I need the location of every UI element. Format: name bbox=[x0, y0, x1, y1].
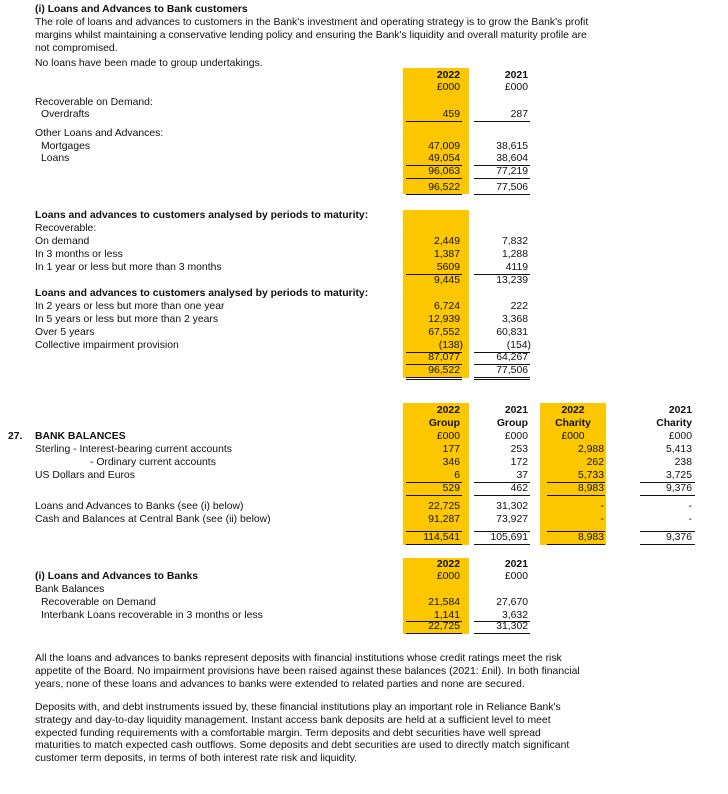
col-header-unit: £000 bbox=[436, 431, 460, 442]
intro-line: margins whilst maintaining a conservative lending policy and ensuring the Bank's liquidity and overall maturity profile are bbox=[35, 30, 587, 41]
value-2021: 3,368 bbox=[501, 314, 528, 325]
value-charity-2021: 3,725 bbox=[665, 470, 692, 481]
rule bbox=[474, 379, 530, 380]
rule bbox=[474, 495, 530, 496]
col-header-unit: £000 bbox=[504, 431, 528, 442]
rule bbox=[474, 544, 530, 545]
col-header-year: 2021 bbox=[668, 405, 692, 416]
value-group-2022: 91,287 bbox=[428, 514, 460, 525]
header-unit-2022: £000 bbox=[436, 571, 460, 582]
rule bbox=[474, 121, 530, 122]
header-unit-2022: £000 bbox=[436, 82, 460, 93]
bank-balances-label: Bank Balances bbox=[35, 584, 105, 595]
mortgages-label: Mortgages bbox=[41, 141, 91, 152]
rule bbox=[547, 544, 605, 545]
total-group-2022: 114,541 bbox=[423, 532, 460, 543]
row-label: Recoverable on Demand bbox=[41, 597, 156, 608]
rule bbox=[406, 544, 462, 545]
row-label: In 3 months or less bbox=[35, 249, 123, 260]
value-charity-2022: - bbox=[600, 514, 604, 525]
section-a-title: (i) Loans and Advances to Bank customers bbox=[35, 4, 248, 15]
subtotal-charity-2021: 9,376 bbox=[665, 483, 692, 494]
maturity-heading-1: Loans and advances to customers analysed by periods to maturity: bbox=[35, 210, 369, 221]
sub2-2021: 64,267 bbox=[496, 352, 528, 363]
subtotal-charity-2022: 8,983 bbox=[577, 483, 604, 494]
mortgages-2022: 47,009 bbox=[428, 141, 460, 152]
header-year-2021: 2021 bbox=[504, 70, 528, 81]
rule bbox=[406, 633, 462, 634]
value-2022: 1,141 bbox=[433, 610, 460, 621]
value-2022: 6,724 bbox=[433, 301, 460, 312]
section-number: 27. bbox=[8, 431, 23, 442]
value-group-2021: 37 bbox=[516, 470, 528, 481]
sub1-2021: 13,239 bbox=[496, 275, 528, 286]
value-2021: 7,832 bbox=[501, 236, 528, 247]
value-2022: 67,552 bbox=[428, 327, 460, 338]
loans-label: Loans bbox=[41, 153, 70, 164]
col-header-year: 2021 bbox=[504, 405, 528, 416]
value-group-2022: 6 bbox=[454, 470, 460, 481]
value-charity-2021: 5,413 bbox=[665, 444, 692, 455]
header-year-2021: 2021 bbox=[504, 559, 528, 570]
rule bbox=[406, 379, 462, 380]
subtotal-2022: 96,063 bbox=[428, 166, 460, 177]
value-charity-2021: 238 bbox=[674, 457, 692, 468]
row-label: On demand bbox=[35, 236, 90, 247]
total-b-2022: 96,522 bbox=[428, 365, 460, 376]
rule bbox=[406, 178, 462, 179]
bank-balances-title: BANK BALANCES bbox=[35, 431, 126, 442]
rule bbox=[406, 377, 462, 378]
col-header-entity: Charity bbox=[656, 418, 692, 429]
paragraph-liquidity: Deposits with, and debt instruments issued by, these financial institutions play an important role in Reliance Bank's strategy and day-to-day liquidity management. Instant access bank deposits are held at a sufficient level to meet expected funding requirements with a comfortable margin. Term deposits and debt securities have well spread maturities to match expected cash outflows. Some deposits and debt securities are used to directly match significant customer term deposits, in terms of both interest rate risk and liquidity. bbox=[35, 702, 570, 765]
total-c-2022: 22,725 bbox=[428, 621, 460, 632]
value-group-2021: 253 bbox=[510, 444, 528, 455]
value-group-2022: 177 bbox=[442, 444, 460, 455]
row-label: Cash and Balances at Central Bank (see (ii) below) bbox=[35, 514, 271, 525]
value-2022: 5609 bbox=[436, 262, 460, 273]
subtotal-group-2022: 529 bbox=[442, 483, 460, 494]
sub1-2022: 9,445 bbox=[433, 275, 460, 286]
recoverable-label: Recoverable: bbox=[35, 223, 97, 234]
col-header-entity: Group bbox=[496, 418, 528, 429]
sub2-2022: 87,077 bbox=[428, 352, 460, 363]
rule bbox=[406, 495, 462, 496]
value-group-2021: 172 bbox=[510, 457, 528, 468]
rule bbox=[474, 178, 530, 179]
value-2021: 3,632 bbox=[501, 610, 528, 621]
rule bbox=[640, 495, 695, 496]
rule bbox=[406, 121, 462, 122]
value-2021: 222 bbox=[510, 301, 528, 312]
rule bbox=[474, 194, 530, 195]
value-2022: 1,387 bbox=[433, 249, 460, 260]
rule bbox=[640, 544, 695, 545]
header-unit-2021: £000 bbox=[504, 82, 528, 93]
row-label: Collective impairment provision bbox=[35, 340, 179, 351]
total-group-2021: 105,691 bbox=[490, 532, 528, 543]
header-unit-2021: £000 bbox=[504, 571, 528, 582]
row-label: In 5 years or less but more than 2 years bbox=[35, 314, 219, 325]
col-header-unit: £000 bbox=[668, 431, 692, 442]
rule bbox=[406, 194, 462, 195]
loans-2021: 38,604 bbox=[496, 153, 528, 164]
overdrafts-label: Overdrafts bbox=[41, 109, 90, 120]
total-charity-2021: 9,376 bbox=[665, 532, 692, 543]
row-label: Loans and Advances to Banks (see (i) below) bbox=[35, 501, 244, 512]
value-2021: 1,288 bbox=[501, 249, 528, 260]
col-header-entity: Group bbox=[428, 418, 460, 429]
total-c-2021: 31,302 bbox=[496, 621, 528, 632]
value-2022: (138) bbox=[438, 340, 463, 351]
rule bbox=[474, 633, 530, 634]
total-2021: 77,506 bbox=[496, 182, 528, 193]
header-year-2022: 2022 bbox=[436, 70, 460, 81]
row-label: Over 5 years bbox=[35, 327, 95, 338]
value-2021: 27,670 bbox=[496, 597, 528, 608]
row-label: Interbank Loans recoverable in 3 months or less bbox=[41, 610, 263, 621]
value-charity-2022: - bbox=[600, 501, 604, 512]
mortgages-2021: 38,615 bbox=[496, 141, 528, 152]
value-2022: 21,584 bbox=[428, 597, 460, 608]
intro-line: not compromised. bbox=[35, 43, 118, 54]
group-undertakings-note: No loans have been made to group undertakings. bbox=[35, 58, 263, 69]
intro-line: The role of loans and advances to customers in the Bank's investment and operating strategy is to grow the Bank's profit bbox=[35, 17, 589, 28]
row-label: In 1 year or less but more than 3 months bbox=[35, 262, 222, 273]
value-group-2021: 73,927 bbox=[496, 514, 528, 525]
row-label: US Dollars and Euros bbox=[35, 470, 135, 481]
value-charity-2022: 5,733 bbox=[577, 470, 604, 481]
value-group-2022: 22,725 bbox=[428, 501, 460, 512]
total-b-2021: 77,506 bbox=[496, 365, 528, 376]
header-year-2022: 2022 bbox=[436, 559, 460, 570]
recoverable-on-demand-label: Recoverable on Demand: bbox=[35, 97, 153, 108]
total-2022: 96,522 bbox=[428, 182, 460, 193]
value-2021: 60,831 bbox=[496, 327, 528, 338]
value-charity-2021: - bbox=[688, 514, 692, 525]
value-2022: 12,939 bbox=[428, 314, 460, 325]
maturity-heading-2: Loans and advances to customers analysed by periods to maturity: bbox=[35, 288, 369, 299]
rule bbox=[474, 377, 530, 378]
other-loans-label: Other Loans and Advances: bbox=[35, 128, 164, 139]
value-charity-2022: 2,988 bbox=[577, 444, 604, 455]
total-charity-2022: 8,983 bbox=[577, 532, 604, 543]
subtotal-group-2021: 462 bbox=[510, 483, 528, 494]
overdrafts-2021: 287 bbox=[510, 109, 528, 120]
row-label: In 2 years or less but more than one year bbox=[35, 301, 225, 312]
col-header-entity: Charity bbox=[555, 418, 591, 429]
value-charity-2022: 262 bbox=[586, 457, 604, 468]
col-header-unit: £000 bbox=[561, 431, 585, 442]
value-group-2022: 346 bbox=[442, 457, 460, 468]
value-charity-2021: - bbox=[688, 501, 692, 512]
col-header-year: 2022 bbox=[436, 405, 460, 416]
section-c-title: (i) Loans and Advances to Banks bbox=[35, 571, 199, 582]
paragraph-credit-ratings: All the loans and advances to banks represent deposits with financial institutions whose credit ratings meet the risk appetite of the Board. No impairment provisions have been raised against these balances (2021: £nil). In both financial years, none of these loans and advances to banks were extended to related parties and none are secured. bbox=[35, 653, 580, 690]
rule bbox=[547, 495, 605, 496]
loans-2022: 49,054 bbox=[428, 153, 460, 164]
value-2021: (154) bbox=[506, 340, 531, 351]
value-2022: 2,449 bbox=[433, 236, 460, 247]
row-label: - Ordinary current accounts bbox=[90, 457, 216, 468]
value-group-2021: 31,302 bbox=[496, 501, 528, 512]
subtotal-2021: 77,219 bbox=[496, 166, 528, 177]
col-header-year: 2022 bbox=[561, 405, 585, 416]
value-2021: 4119 bbox=[505, 262, 528, 273]
row-label: Sterling - Interest-bearing current accounts bbox=[35, 444, 232, 455]
overdrafts-2022: 459 bbox=[442, 109, 460, 120]
